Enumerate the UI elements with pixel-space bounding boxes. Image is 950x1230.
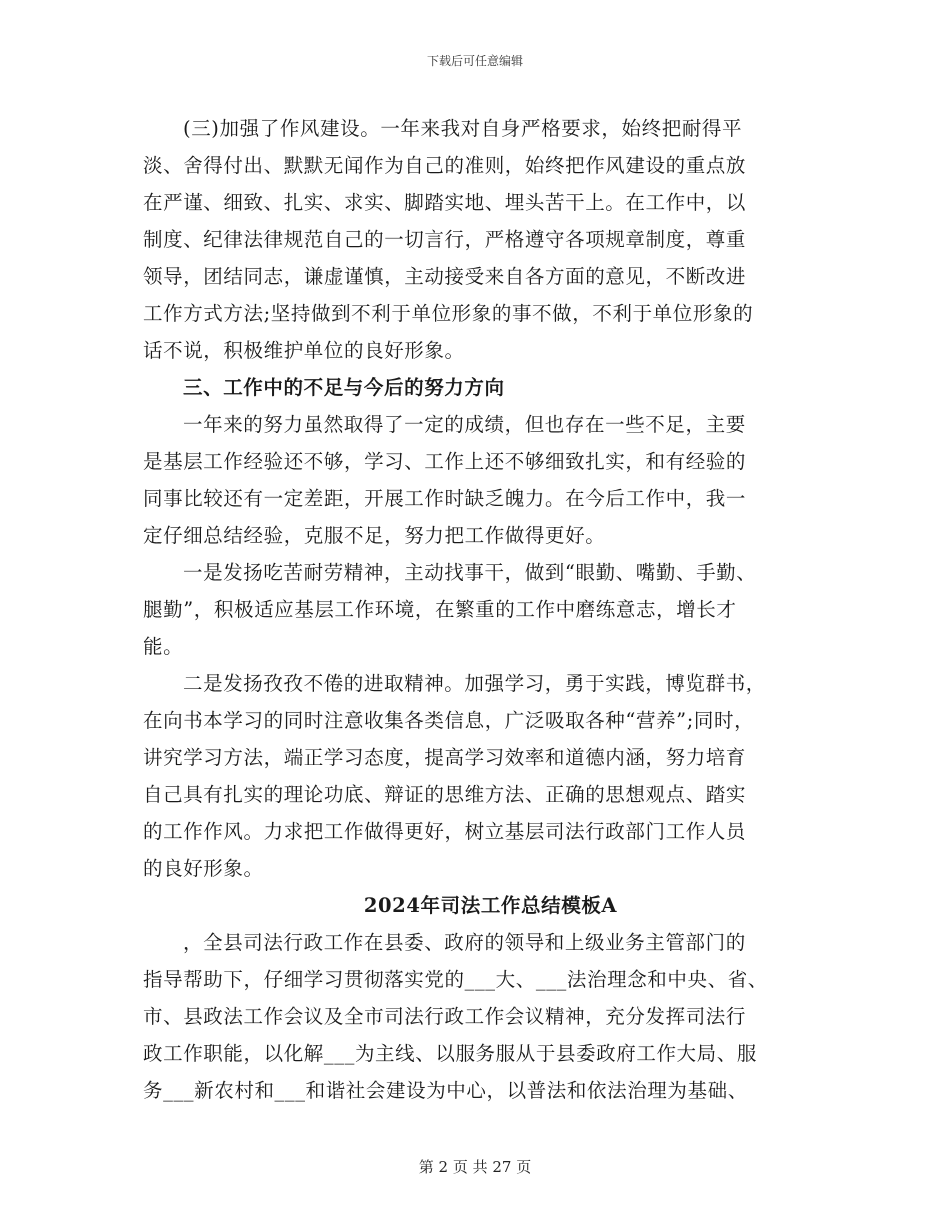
body-line: 在向书本学习的同时注意收集各类信息，广泛吸取各种“营养”;同时， [143, 709, 755, 732]
section-heading: 三、工作中的不足与今后的努力方向 [183, 376, 505, 399]
page-number: 第 2 页 共 27 页 [418, 1158, 532, 1176]
body-line: 在严谨、细致、扎实、求实、脚踏实地、埋头苦干上。在工作中，以 [143, 191, 747, 214]
body-line: 一年来的努力虽然取得了一定的成绩，但也存在一些不足，主要 [183, 413, 746, 436]
body-line: 讲究学习方法，端正学习态度，提高学习效率和道德内涵，努力培育 [143, 746, 747, 769]
body-line: 工作方式方法;坚持做到不利于单位形象的事不做，不利于单位形象的 [143, 302, 754, 325]
body-line: (三)加强了作风建设。一年来我对自身严格要求，始终把耐得平 [183, 117, 743, 140]
body-line: 淡、舍得付出、默默无闻作为自己的准则，始终把作风建设的重点放 [143, 154, 747, 177]
body-line: 务___新农村和___和谐社会建设为中心，以普法和依法治理为基础、 [143, 1079, 748, 1102]
body-line: 一是发扬吃苦耐劳精神，主动找事干，做到“眼勤、嘴勤、手勤、 [183, 561, 757, 584]
body-line: 定仔细总结经验，克服不足，努力把工作做得更好。 [143, 524, 606, 547]
page-header [0, 52, 950, 69]
header-note: 下载后可任意编辑 [426, 54, 523, 68]
body-line: 的良好形象。 [143, 857, 264, 880]
body-line: 话不说，积极维护单位的良好形象。 [143, 339, 465, 362]
body-line: 二是发扬孜孜不倦的进取精神。加强学习，勇于实践，博览群书， [183, 672, 766, 695]
body-line: 制度、纪律法律规范自己的一切言行，严格遵守各项规章制度，尊重 [143, 228, 747, 251]
body-line: 是基层工作经验还不够，学习、工作上还不够细致扎实，和有经验的 [143, 450, 747, 473]
body-line: 领导，团结同志，谦虚谨慎，主动接受来自各方面的意见，不断改进 [143, 265, 747, 288]
body-line: 市、县政法工作会议及全市司法行政工作会议精神，充分发挥司法行 [143, 1005, 747, 1028]
body-line: ，全县司法行政工作在县委、政府的领导和上级业务主管部门的 [183, 931, 746, 954]
document-body [143, 110, 808, 1109]
body-line: 自己具有扎实的理论功底、辩证的思维方法、正确的思想观点、踏实 [143, 783, 747, 806]
body-line: 腿勤”，积极适应基层工作环境，在繁重的工作中磨练意志，增长才 [143, 598, 737, 621]
body-line: 能。 [143, 635, 184, 658]
body-line: 政工作职能，以化解___为主线、以服务服从于县委政府工作大局、服 [143, 1042, 757, 1065]
document-title: 2024年司法工作总结模板A [363, 894, 618, 917]
body-line: 同事比较还有一定差距，开展工作时缺乏魄力。在今后工作中，我一 [143, 487, 747, 510]
body-line: 指导帮助下，仔细学习贯彻落实党的___大、___法治理念和中央、省、 [143, 968, 768, 991]
page-footer [0, 1156, 950, 1177]
body-line: 的工作作风。力求把工作做得更好，树立基层司法行政部门工作人员 [143, 820, 747, 843]
